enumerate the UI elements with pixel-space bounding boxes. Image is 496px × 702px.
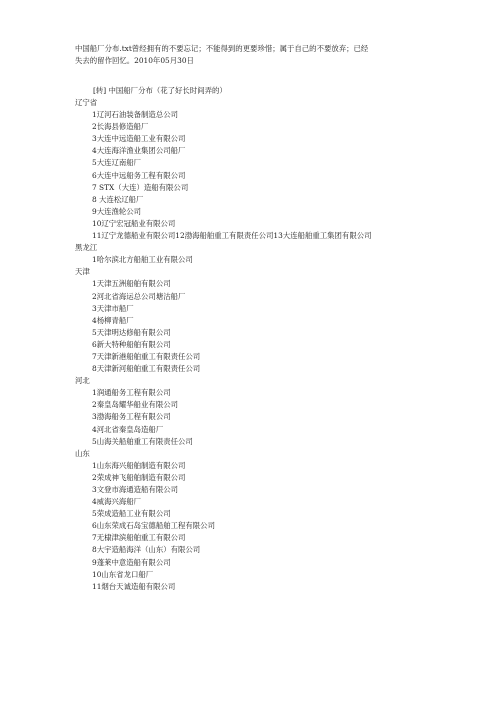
shipyard-item: 8 大连松辽船厂	[92, 194, 144, 204]
shipyard-item: 5天津明达修船有限公司	[92, 327, 171, 337]
region-heading: 山东	[75, 448, 90, 458]
shipyard-item: 11烟台天诚造船有限公司	[92, 581, 176, 591]
shipyard-item: 4威海兴海船厂	[92, 497, 142, 507]
shipyard-list	[75, 97, 475, 593]
shipyard-item: 7 STX（大连）造船有限公司	[92, 182, 189, 192]
shipyard-item: 2河北省海运总公司塘沽船厂	[92, 291, 186, 301]
region-heading: 天津	[75, 267, 90, 277]
shipyard-item: 6新大特种船舶有限公司	[92, 339, 171, 349]
shipyard-item: 9大连渔轮公司	[92, 206, 142, 216]
intro-line: 失去的留作回忆。2010年05月30日	[75, 56, 194, 66]
shipyard-item: 5大连辽南船厂	[92, 158, 142, 168]
shipyard-item: 2荣成神飞船舶制造有限公司	[92, 472, 186, 482]
shipyard-item: 1润通船务工程有限公司	[92, 388, 171, 398]
shipyard-item: 4杨柳青船厂	[92, 315, 134, 325]
article-subtitle: [转] 中国船厂分布（花了好长时间弄的）	[93, 86, 227, 95]
region-heading: 河北	[75, 376, 90, 386]
shipyard-item: 4河北省秦皇岛造船厂	[92, 424, 164, 434]
shipyard-item: 4大连海洋渔业集团公司船厂	[92, 146, 186, 156]
region-heading: 辽宁省	[75, 98, 98, 107]
shipyard-item: 2秦皇岛耀华船业有限公司	[92, 400, 179, 410]
shipyard-item: 6山东荣成石岛宝德船舶工程有限公司	[92, 521, 215, 531]
shipyard-item: 3天津市船厂	[92, 303, 134, 313]
shipyard-item: 11辽宁龙德船业有限公司12渤海船舶重工有限责任公司13大连船舶重工集团有限公司	[92, 231, 372, 241]
shipyard-item: 1山东海兴船舶制造有限公司	[92, 460, 186, 470]
shipyard-item: 5荣成造船工业有限公司	[92, 509, 171, 519]
shipyard-item: 5山海关船舶重工有限责任公司	[92, 436, 193, 446]
shipyard-item: 1天津五洲船舶有限公司	[92, 279, 171, 289]
shipyard-item: 3文登市海通造船有限公司	[92, 485, 179, 494]
shipyard-item: 7无棣津滨船舶重工有限公司	[92, 533, 186, 543]
shipyard-item: 6大连中远船务工程有限公司	[92, 170, 186, 180]
shipyard-item: 8天津新河船舶重工有限责任公司	[92, 364, 201, 374]
region-heading: 黑龙江	[75, 243, 98, 253]
shipyard-item: 1辽河石油装备制造总公司	[92, 110, 179, 120]
shipyard-item: 9蓬莱中意造船有限公司	[92, 557, 171, 567]
shipyard-item: 2长海县修造船厂	[92, 122, 149, 132]
shipyard-item: 3渤海船务工程有限公司	[92, 412, 171, 422]
intro-paragraph	[75, 43, 435, 67]
shipyard-item: 7天津新港船舶重工有限责任公司	[92, 351, 201, 361]
shipyard-item: 3大连中远造船工业有限公司	[92, 134, 186, 144]
intro-line: 中国船厂分布.txt曾经拥有的不要忘记；不能得到的更要珍惜；属于自己的不要放弃；已经	[75, 44, 369, 53]
shipyard-item: 10山东省龙口船厂	[92, 569, 154, 579]
shipyard-item: 10辽宁宏冠船业有限公司	[92, 218, 176, 228]
shipyard-item: 8大宇造船海洋（山东）有限公司	[92, 545, 201, 555]
shipyard-item: 1哈尔滨北方船舶工业有限公司	[92, 255, 193, 265]
